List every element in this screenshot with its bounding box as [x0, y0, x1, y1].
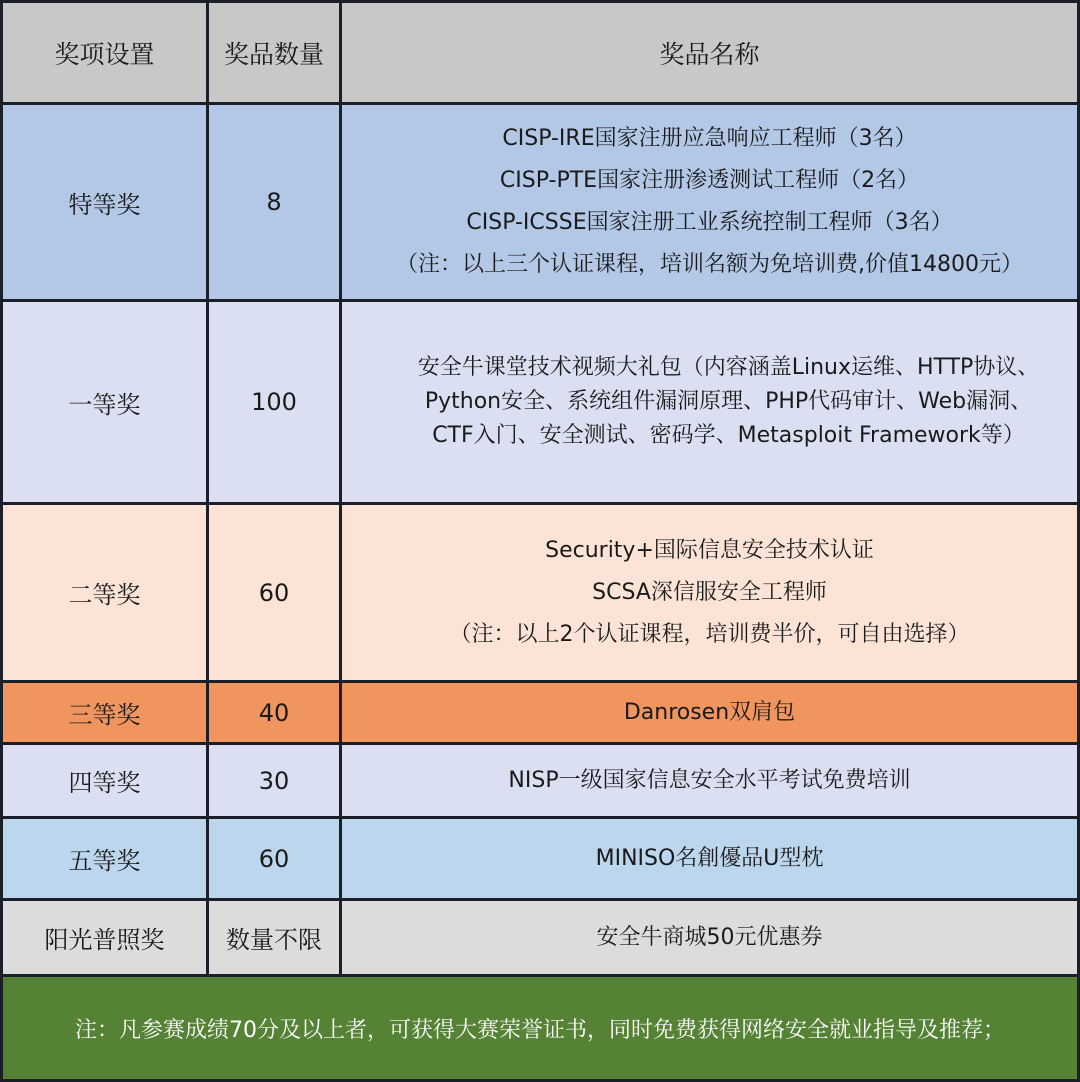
prize-quantity: 60: [208, 504, 341, 682]
prize-line: CISP-ICSSE国家注册工业系统控制工程师（3名）: [466, 210, 953, 235]
table-row: [2, 818, 1079, 900]
award-level: 四等奖: [2, 744, 208, 818]
prize-quantity: 数量不限: [208, 900, 341, 976]
prize-quantity: 8: [208, 104, 341, 301]
footer-note: 注：凡参赛成绩70分及以上者，可获得大赛荣誉证书，同时免费获得网络安全就业指导及推荐；: [2, 976, 1079, 1081]
prize-name: [341, 104, 1079, 301]
prize-line: Security+国际信息安全技术认证: [545, 537, 874, 563]
prize-name: [341, 504, 1079, 682]
prize-line: 安全牛商城50元优惠券: [596, 924, 823, 950]
header-row: [2, 2, 1079, 104]
prize-line: Danrosen双肩包: [623, 699, 796, 725]
prize-line: 安全牛课堂技术视频大礼包（内容涵盖Linux运维、HTTP协议、: [417, 355, 1040, 380]
prize-quantity: 60: [208, 818, 341, 900]
prize-line: （注：以上三个认证课程，培训名额为免培训费,价值14800元）: [396, 252, 1023, 277]
award-level: 五等奖: [2, 818, 208, 900]
prize-line: CISP-PTE国家注册渗透测试工程师（2名）: [499, 168, 920, 193]
prize-name: [341, 301, 1079, 504]
prize-line: NISP一级国家信息安全水平考试免费培训: [508, 767, 911, 793]
award-level: 二等奖: [2, 504, 208, 682]
prize-name: [341, 744, 1079, 818]
prize-line: （注：以上2个认证课程，培训费半价，可自由选择）: [449, 621, 970, 647]
prize-line: CTF入门、安全测试、密码学、Metasploit Framework等）: [432, 423, 1025, 448]
prize-line: MINISO名創優品U型枕: [595, 845, 824, 871]
header-prize-name: 奖品名称: [341, 2, 1079, 104]
prize-line: SCSA深信服安全工程师: [592, 579, 827, 605]
table-row: [2, 104, 1079, 301]
prize-line: CISP-IRE国家注册应急响应工程师（3名）: [502, 126, 917, 151]
table-row: [2, 301, 1079, 504]
award-level: 特等奖: [2, 104, 208, 301]
award-level: 三等奖: [2, 682, 208, 744]
header-quantity: 奖品数量: [208, 2, 341, 104]
header-award-level: 奖项设置: [2, 2, 208, 104]
table-row: [2, 682, 1079, 744]
prize-name: [341, 818, 1079, 900]
table-row: [2, 744, 1079, 818]
award-level: 一等奖: [2, 301, 208, 504]
prize-quantity: 30: [208, 744, 341, 818]
prize-name: [341, 900, 1079, 976]
prize-name: [341, 682, 1079, 744]
footer-note-row: [2, 976, 1079, 1081]
table-row: [2, 504, 1079, 682]
award-level: 阳光普照奖: [2, 900, 208, 976]
prize-quantity: 40: [208, 682, 341, 744]
table-row: [2, 900, 1079, 976]
prize-line: Python安全、系统组件漏洞原理、PHP代码审计、Web漏洞、: [424, 389, 1033, 414]
prize-quantity: 100: [208, 301, 341, 504]
